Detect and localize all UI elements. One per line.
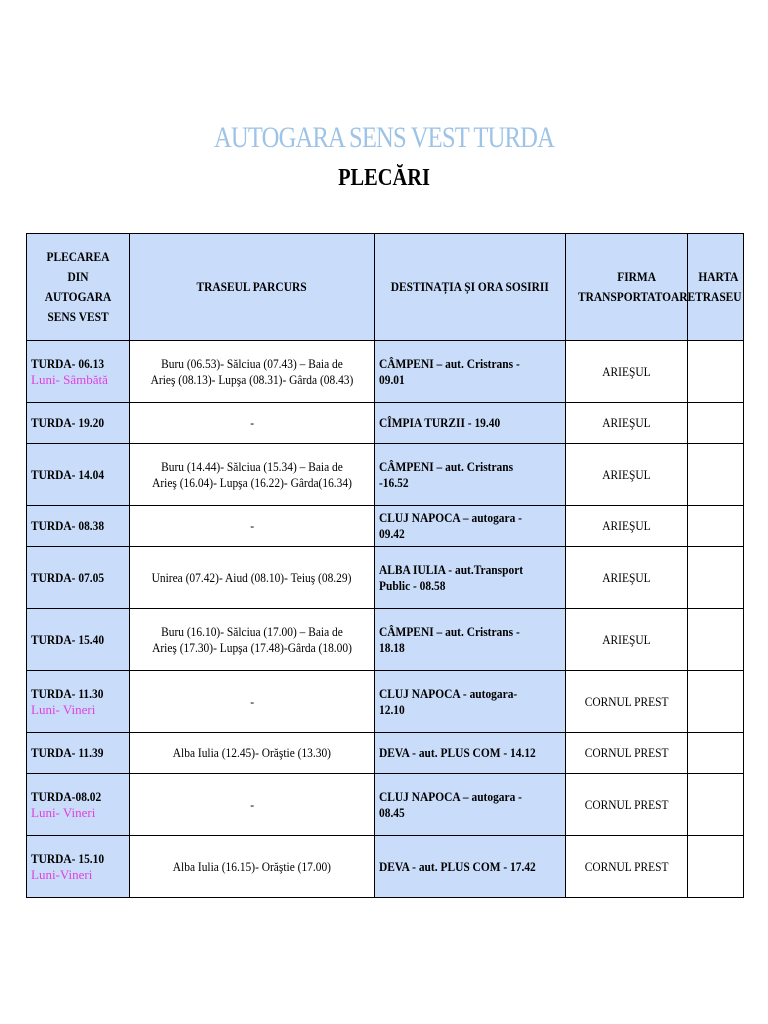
- map-cell: [688, 341, 744, 403]
- destination-text: DEVA - aut. PLUS COM - 14.12: [379, 745, 536, 760]
- departure-time: TURDA- 14.04: [31, 466, 105, 482]
- route-cell: [130, 733, 375, 774]
- table-row: [27, 506, 744, 547]
- company-cell: [566, 506, 688, 547]
- operating-days: Luni- Vineri: [31, 804, 96, 820]
- destination-cell: [375, 547, 566, 609]
- page-title: AUTOGARA SENS VEST TURDA: [213, 121, 555, 154]
- departures-table: [26, 233, 744, 898]
- route-text: -: [250, 796, 254, 812]
- table-row: [27, 341, 744, 403]
- table-header-row: [27, 234, 744, 341]
- map-cell: [688, 444, 744, 506]
- destination-cell: [375, 444, 566, 506]
- destination-cell: [375, 671, 566, 733]
- table-row: [27, 609, 744, 671]
- route-text: Buru (14.44)- Sălciua (15.34) – Baia de Arieş (16.04)- Lupşa (16.22)- Gârda(16.34): [152, 458, 352, 490]
- column-header-company: FIRMA TRANSPORTATOARE: [566, 234, 688, 341]
- departure-cell: [27, 609, 130, 671]
- operating-days: Luni-Vineri: [31, 866, 93, 882]
- map-cell: [688, 671, 744, 733]
- destination-text: CÎMPIA TURZII - 19.40: [379, 415, 501, 430]
- company-cell: [566, 774, 688, 836]
- departure-time: TURDA- 06.13: [31, 355, 105, 371]
- table-row: [27, 547, 744, 609]
- company-name: ARIEŞUL: [602, 518, 651, 533]
- column-header-map: HARTA TRASEU: [688, 234, 744, 341]
- departure-time: TURDA- 11.30: [31, 685, 104, 701]
- route-cell: [130, 547, 375, 609]
- table-row: [27, 671, 744, 733]
- destination-text: CLUJ NAPOCA - autogara- 12.10: [379, 685, 518, 717]
- company-name: ARIEŞUL: [602, 415, 651, 430]
- company-name: ARIEŞUL: [602, 569, 651, 585]
- departure-cell: [27, 506, 130, 547]
- destination-cell: [375, 506, 566, 547]
- destination-text: CÂMPENI – aut. Cristrans -16.52: [379, 458, 514, 490]
- company-name: CORNUL PREST: [584, 693, 669, 709]
- route-text: -: [250, 415, 254, 430]
- company-name: CORNUL PREST: [584, 796, 669, 812]
- column-header-departure: PLECAREA DIN AUTOGARA SENS VEST: [27, 234, 130, 341]
- departure-cell: [27, 403, 130, 444]
- destination-cell: [375, 341, 566, 403]
- route-cell: [130, 341, 375, 403]
- destination-cell: [375, 836, 566, 898]
- departure-cell: [27, 547, 130, 609]
- company-name: ARIEŞUL: [602, 363, 651, 379]
- page-subtitle: PLECĂRI: [338, 165, 430, 191]
- route-cell: [130, 671, 375, 733]
- route-cell: [130, 836, 375, 898]
- departure-time: TURDA- 11.39: [31, 745, 104, 760]
- route-cell: [130, 403, 375, 444]
- company-name: ARIEŞUL: [602, 466, 651, 482]
- map-cell: [688, 733, 744, 774]
- departure-time: TURDA- 15.10: [31, 850, 105, 866]
- destination-text: CLUJ NAPOCA – autogara - 08.45: [379, 788, 522, 820]
- route-cell: [130, 506, 375, 547]
- destination-cell: [375, 733, 566, 774]
- departure-time: TURDA- 19.20: [31, 415, 105, 430]
- table-row: [27, 774, 744, 836]
- departure-time: TURDA-08.02: [31, 788, 102, 804]
- operating-days: Luni- Vineri: [31, 701, 96, 717]
- departure-cell: [27, 671, 130, 733]
- departure-cell: [27, 774, 130, 836]
- destination-cell: [375, 403, 566, 444]
- column-header-route: TRASEUL PARCURS: [130, 234, 375, 341]
- route-text: -: [250, 518, 254, 533]
- operating-days: Luni- Sâmbătă: [31, 371, 108, 387]
- destination-cell: [375, 609, 566, 671]
- destination-text: CÂMPENI – aut. Cristrans - 18.18: [379, 623, 520, 655]
- company-cell: [566, 671, 688, 733]
- company-cell: [566, 444, 688, 506]
- destination-text: CÂMPENI – aut. Cristrans - 09.01: [379, 355, 520, 387]
- map-cell: [688, 609, 744, 671]
- route-text: Buru (06.53)- Sălciua (07.43) – Baia de Arieş (08.13)- Lupşa (08.31)- Gârda (08.43): [150, 355, 354, 387]
- map-cell: [688, 506, 744, 547]
- table-row: [27, 444, 744, 506]
- route-text: Alba Iulia (12.45)- Orăştie (13.30): [172, 745, 332, 760]
- departure-time: TURDA- 15.40: [31, 631, 105, 647]
- departure-cell: [27, 341, 130, 403]
- map-cell: [688, 774, 744, 836]
- company-cell: [566, 403, 688, 444]
- route-text: -: [250, 693, 254, 709]
- route-text: Alba Iulia (16.15)- Orăştie (17.00): [172, 858, 332, 874]
- departure-time: TURDA- 07.05: [31, 569, 105, 585]
- departure-time: TURDA- 08.38: [31, 518, 105, 533]
- company-name: CORNUL PREST: [584, 745, 669, 760]
- route-text: Unirea (07.42)- Aiud (08.10)- Teiuş (08.29): [152, 569, 352, 585]
- departure-cell: [27, 836, 130, 898]
- map-cell: [688, 403, 744, 444]
- company-name: CORNUL PREST: [584, 858, 669, 874]
- destination-text: CLUJ NAPOCA – autogara - 09.42: [379, 510, 522, 541]
- table-row: [27, 403, 744, 444]
- departure-cell: [27, 444, 130, 506]
- departure-cell: [27, 733, 130, 774]
- route-cell: [130, 444, 375, 506]
- destination-text: ALBA IULIA - aut.Transport Public - 08.58: [379, 561, 524, 593]
- route-cell: [130, 609, 375, 671]
- company-cell: [566, 836, 688, 898]
- map-cell: [688, 547, 744, 609]
- table-row: [27, 836, 744, 898]
- company-cell: [566, 733, 688, 774]
- table-row: [27, 733, 744, 774]
- route-cell: [130, 774, 375, 836]
- company-name: ARIEŞUL: [602, 631, 651, 647]
- column-header-destination: DESTINAȚIA ȘI ORA SOSIRII: [375, 234, 566, 341]
- company-cell: [566, 609, 688, 671]
- map-cell: [688, 836, 744, 898]
- company-cell: [566, 341, 688, 403]
- company-cell: [566, 547, 688, 609]
- destination-cell: [375, 774, 566, 836]
- route-text: Buru (16.10)- Sălciua (17.00) – Baia de Arieş (17.30)- Lupşa (17.48)-Gârda (18.00): [152, 623, 352, 655]
- destination-text: DEVA - aut. PLUS COM - 17.42: [379, 858, 536, 874]
